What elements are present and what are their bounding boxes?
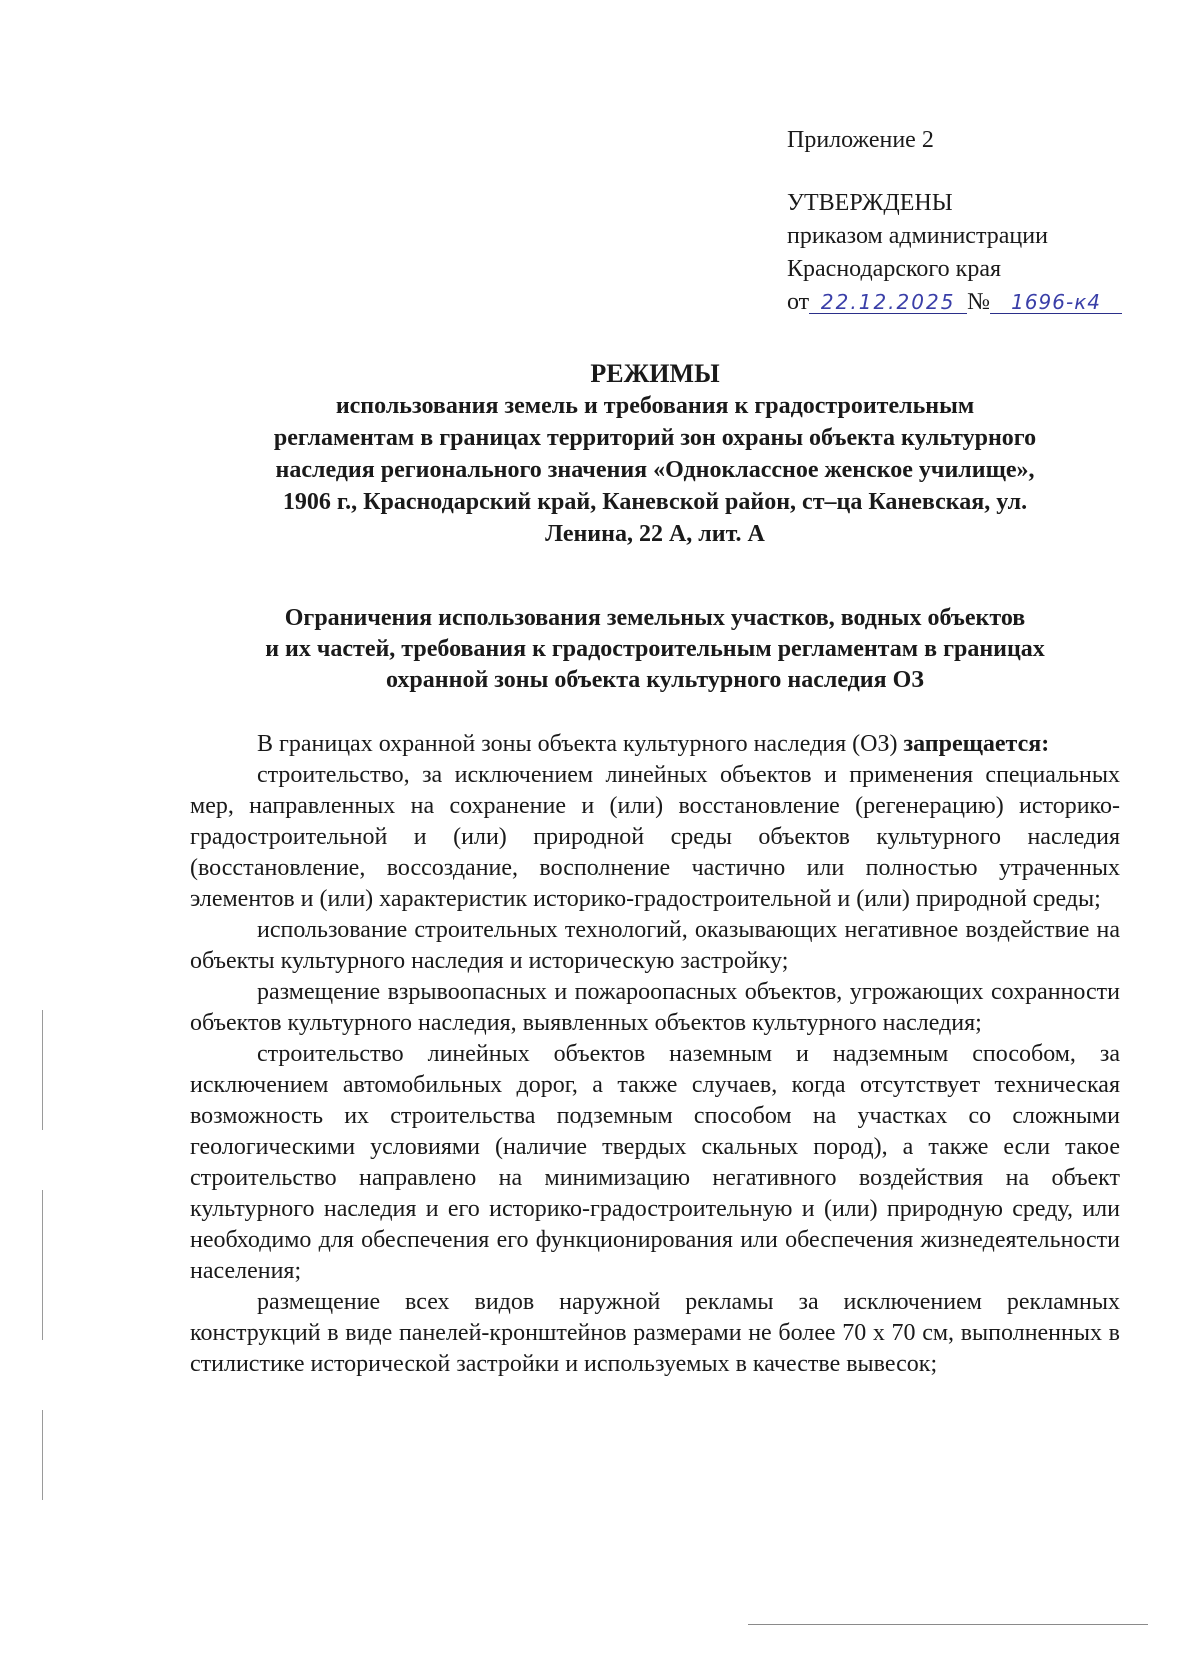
section-heading-line: и их частей, требования к градостроительным регламентам в границах <box>265 636 1045 662</box>
list-item: размещение всех видов наружной рекламы за исключением рекламных конструкций в виде панелей-кронштейнов размерами не более 70 х 70 см, выполненных в стилистике исторической застройки и используемых в качестве вывесок; <box>190 1289 1120 1377</box>
scan-bottom-rule <box>748 1624 1148 1625</box>
list-item: строительство линейных объектов наземным и надземным способом, за исключением автомобильных дорог, а также случаев, когда отсутствует техническая возможность их строительства подземным способом на участках со сложными геологическими условиями (наличие твердых скальных пород), а также если такое строительство направлено на минимизацию негативного воздействия на объект культурного наследия и его историко-градостроительную и (или) природную среду, или необходимо для обеспечения его функционирования или обеспечения жизнедеятельности населения; <box>190 1041 1120 1284</box>
document-title <box>190 358 1120 550</box>
list-item: использование строительных технологий, оказывающих негативное воздействие на объекты культурного наследия и историческую застройку; <box>190 917 1120 974</box>
intro-text: В границах охранной зоны объекта культурного наследия (ОЗ) <box>257 731 898 757</box>
intro-paragraph <box>190 729 1120 760</box>
section-heading <box>190 603 1120 696</box>
section-heading-line: Ограничения использования земельных участков, водных объектов <box>284 605 1026 631</box>
number-prefix: № <box>967 289 991 315</box>
scan-margin-mark <box>42 1190 43 1340</box>
approved-by-line1: приказом администрации <box>787 223 1048 249</box>
document-body <box>190 729 1120 1380</box>
scan-margin-mark <box>42 1410 43 1500</box>
appendix-label: Приложение 2 <box>787 127 934 153</box>
order-date-number-line <box>787 286 1122 319</box>
list-item: строительство, за исключением линейных объектов и применения специальных мер, направленных на сохранение и (или) восстановление (регенерацию) историко-градостроительной и (или) природной среды объектов культурного наследия (восстановление, воссоздание, восполнение частично или полностью утраченных элементов и (или) характеристик историко-градостроительной и (или) природной среды; <box>190 762 1120 912</box>
list-item: размещение взрывоопасных и пожароопасных объектов, угрожающих сохранности объектов культурного наследия, выявленных объектов культурного наследия; <box>190 979 1120 1036</box>
approved-by-line2: Краснодарского края <box>787 256 1002 282</box>
approval-stamp <box>787 124 1122 319</box>
date-prefix: от <box>787 289 810 315</box>
handwritten-order-number: 1696-к4 <box>990 291 1122 314</box>
scan-margin-mark <box>42 1010 43 1130</box>
intro-bold: запрещается: <box>903 731 1050 757</box>
title-subtitle: использования земель и требования к градостроительным регламентам в границах территорий зон охраны объекта культурного наследия регионального значения «Одноклассное женское училище», 1906 г., Краснодарский край, Каневской район, ст–ца Каневская, ул. Ленина, 22 А, лит. А <box>273 393 1037 547</box>
section-heading-line: охранной зоны объекта культурного наследия ОЗ <box>386 667 924 693</box>
title-main: РЕЖИМЫ <box>590 359 720 388</box>
handwritten-date: 22.12.2025 <box>809 291 967 314</box>
approved-label: УТВЕРЖДЕНЫ <box>787 190 953 216</box>
